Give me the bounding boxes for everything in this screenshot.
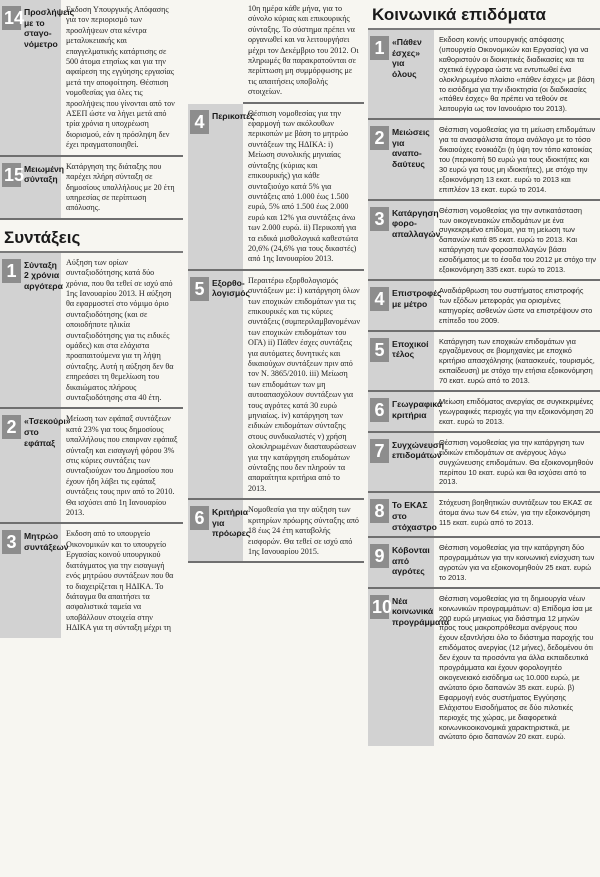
measure-number: 5: [370, 338, 389, 362]
measure-title: Κατάργηση φορο-απαλλαγών: [392, 207, 441, 239]
measure-label: [0, 253, 61, 408]
measure-text: Μείωση επιδόματος ανεργίας σε συγκεκριμένες γεωγραφικές περιοχές για την εξοικονόμηση 20 εκατ. ευρώ το 2013.: [439, 397, 594, 426]
measure-text: Στόχευση βοηθητικών συντάξεων του ΕΚΑΣ σε άτομα άνω των 64 ετών, για την εξοικονόμηση 115 εκατ. ευρώ από το 2013.: [439, 498, 593, 528]
measure-row: [0, 253, 183, 410]
measure-label: [188, 500, 251, 561]
measure-label: [368, 589, 450, 747]
measure-title: Μειώσεις για αναπο-δαύτευς: [392, 127, 430, 170]
measure-number: 6: [190, 506, 209, 530]
measure-number: 2: [370, 126, 389, 150]
measure-title: Νέα κοινωνικά προγράμματα: [392, 595, 450, 627]
measure-label: [0, 524, 69, 637]
measure-row: [368, 30, 600, 120]
measure-text: Θέσπιση νομοθεσίας για την κατάργηση των ειδικών επιδομάτων σε ανέργους λόγω συγχώνευσης επιδομάτων. Θα εξοικονομηθούν περίπου 10 εκατ. ευρώ και θα ισχύσει από το 2013.: [439, 437, 594, 487]
measure-row: [368, 281, 600, 332]
measure-row: [368, 433, 600, 494]
measure-row: [0, 409, 183, 524]
measure-title: Γεωγραφικά κριτήρια: [392, 399, 443, 420]
measure-row: [0, 157, 183, 220]
measure-label: [0, 409, 71, 522]
column-left: [0, 0, 183, 877]
measure-number: 6: [370, 398, 389, 422]
measure-text: Μείωση των εφάπαξ συντάξεων κατά 23% για τους δημοσίους υπαλλήλους που επαιρναν εφάπαξ σύνταξη και εισαγωγή φόρου 3% στις κύριες συντάξεις των συνταξιούχων του Δημοσίου που έχουν ήδη λάβει τις εφάπαξ συντάξεις τους πριν από το 2010. Θα ισχύσει από 1η Ιανουαρίου 2013.: [66, 414, 178, 518]
measure-number: 15: [4, 164, 25, 185]
measure-number: 2: [2, 415, 21, 439]
measure-title: Επιστροφές με μέτρο: [392, 287, 442, 309]
measure-number: 4: [370, 287, 389, 311]
measure-row: [368, 538, 600, 589]
measure-text: Θέσπιση νομοθεσίας για την αντικατάσταση των οικογενειακών επιδομάτων με ένα συγκεκριμένο επίδομα, για τη μείωση των δαπανών κατά 85 εκατ. ευρώ το 2013. Και κατάργηση των φοροαπαλλαγών βάσει εισοδήματος με το έσοδα του 2012 με στόχο την εξοικονόμηση 335 εκατ. ευρώ το 2013.: [439, 205, 596, 275]
measure-row: [0, 0, 183, 157]
measure-title: Σύνταξη 2 χρόνια αργότερα: [24, 259, 63, 291]
measure-text: Εκδοση από το υπουργείο Οικονομικών και το υπουργείο Εργασίας κοινού υπουργικού διατάγματος για την εισαγωγή ενός μητρώου συντάξεων που θα το διαχειρίζεται η ΗΔΙΚΑ. Το διάταγμα θα απαιτήσει τα ασφαλιστικά ταμεία να υποβάλλουν στοιχεία στην ΗΔΙΚΑ για τη σύνταξη μέχρι τη: [66, 529, 174, 633]
measure-label: [368, 30, 434, 118]
measure-row: [368, 589, 600, 747]
measure-title: Συγχώνευση επιδομάτων: [392, 439, 444, 461]
column-middle: [188, 0, 364, 877]
measure-label: [368, 433, 444, 492]
measure-label: [188, 271, 250, 499]
measure-label: [188, 104, 255, 269]
measure-text: Θέσπιση νομοθεσίας για τη δημιουργία νέων κοινωνικών προγραμμάτων: α) Επίδομα ίσα με 200 ευρώ μηνιαίως για διάστημα 12 μηνών προς τους μακροπρόθεσμα ανέργους που έχουν εξαντλήσει όλο το διάστημα παροχής του επιδόματος ανεργίας (12 μήνες), δεδομένου ότι δεν έχουν τα προσόντα για άλλα εκπαιδευτικά προγράμματα και έχουν φορολογητέο οικογενειακό εισόδημα ως 10.000 ευρώ, με ανώτατο όριο δαπανών 35 εκατ. ευρώ. β) Εφαρμογή ενός συστήματος Εγγύησης Ελάχιστου Εισοδήματος σε δύο πιλοτικές περιοχές της χώρας, με διαφορετικά κοινωνικοοικονομικά χαρακτηριστικά, με ανώτατο όριο δαπανών 20 εκατ. ευρώ.: [439, 593, 594, 742]
measure-title: Κόβονται από αγρότες: [392, 545, 430, 577]
measure-title: «Τσεκούρι» στο εφάπαξ: [24, 416, 71, 448]
measure-number: 5: [190, 277, 209, 301]
measure-text: Νομοθεσία για την αύξηση των κριτηρίων πρόωρης σύνταξης από 18 έως 24 έτη καταβολής εισφορών. Θα τεθεί σε ισχύ από 1ης Ιανουαρίου 2015.: [248, 505, 359, 556]
measure-number: 10: [372, 596, 393, 617]
measure-number: 9: [370, 544, 389, 568]
measure-number: 8: [370, 499, 389, 523]
measure-number: 14: [4, 8, 25, 28]
measure-title: Κριτήρια για πρόωρες: [212, 507, 251, 539]
measure-text: Κατάργηση της διάταξης που παρέχει πλήρη σύνταξη σε δημοσίους υπαλλήλους με 20 έτη υπηρεσίας σε περίπτωση απόλυσης.: [66, 161, 175, 213]
measure-title: Προσλήψεις με το σταγο-νόμετρο: [24, 7, 75, 49]
measure-text: Περαιτέρω εξορθολογισμός συντάξεων με: i) κατάργηση όλων των εποχικών επιδομάτων για τις επικουρικές και τις κύριες συντάξεις (συμπεριλαμβανομένων των εποχικών επιδομάτων του ΟΓΑ) ii) Πάθεν έσχες συντάξεις για αυτόματες δυνητικές και δικαιούχων συντάξεων πριν από τον Ν. 3865/2010. iii) Μείωση των επιδομάτων των μη αυτοαπασχόλουν συντάξεων για τους αγρότες κατά 30 ευρώ μηνιαίως. iv) κατάργηση των ειδικών επιδομάτων σύνταξης στους συνδικαλιστές v) χρήση ολοκληρωμένων διασταυρώσεων για την κατάργηση επιδομάτων σύνταξης που δεν πληρούν τα απαραίτητα κριτήρια από το 2013.: [248, 275, 360, 493]
measure-text: Θέσπιση νομοθεσίας για την εφαρμογή των ακόλουθων περικοπών με βάση το μητρώο συντάξεων της ΗΔΙΚΑ: i) Μείωση συνολικής μηνιαίας σύνταξης (κύριας και επικουρικής) για κάθε συνταξιούχο κατά 5% για συντάξεις από 1.000 έως 1.500 ευρώ, 5% από 1.500 έως 2.000 ευρώ και 12% για συντάξεις άνω των 2.000 ευρώ. ii) Περικοπή για τα ειδικά μισθολογικά καθεστώτα 20,6% (24,6% για τους δικαστές) από 1ης Ιανουαρίου 2013.: [248, 108, 359, 264]
measure-text: Θέσπιση νομοθεσίας για τη μείωση επιδομάτων για τα ανασφάλιστα άτομα ανάλογο με το τόσο δικαιούχες ενοικιάζει (η ύψη τον τόπο κατοικίας του (περικοπή 50 ευρώ για τους ιδιοκτήτες και 30 ευρώ για τους μη ιδιοκτήτες), με στόχο την εξοικονόμηση 13 εκατ. ευρώ το 2013 και επιπλέον 13 εκατ. ευρώ το 2014.: [439, 125, 596, 194]
measure-number: 3: [2, 530, 21, 554]
measure-title: Μειωμένη σύνταξη: [24, 163, 65, 185]
measure-label: [368, 120, 434, 198]
measure-number: 1: [2, 259, 21, 283]
measure-label: [0, 0, 75, 155]
measure-text: Αύξηση των ορίων συνταξιοδότησης κατά δύο χρόνια, που θα τεθεί σε ισχύ από 1ης Ιανουαρίου 2013. Η αύξηση θα εφαρμοστεί στο νόμιμο όριο συνταξιοδότησης (και σε οποιοδήποτε ηλικία συνταξιοδότησης για τις ειδικές ομάδες) και στα ελάχιστα προαπαιτούμενα για τη λήψη σύνταξης. Αυτή η αύξηση δεν θα επηρεάσει τη θεμελίωση του δικαιώματος πλήρους συνταξιοδότησης στα 40 έτη.: [66, 257, 174, 402]
measure-label: [0, 157, 65, 218]
measure-text: Εκδοση κοινής υπουργικής απόφασης (υπουργείο Οικονομικών και Εργασίας) για να καθοριστούν οι διοικητικές διαδικασίες και τα σχετικά έγγραφα ώστε να εντυπωθεί ένα ολοκληρωμένο πλαίσιο «πάθεν έσχες» με βάση το εισόδημα για την ιδιοκτησία (οι διαδικασίες «πάθεν έσχες» θα πρέπει να τεθούν σε λειτουργία ως τον Ιανουάριο του 2013).: [439, 35, 595, 114]
measure-text: Κατάργηση των εποχικών επιδομάτων για εργαζόμενους σε βιομηχανίες με εποχικό κριτήριο απασχόλησης (κατασκευές, τουρισμός, εκπαίδευση) με στόχο την ετήσια εξοικονόμηση 70 εκατ. ευρώ από το 2013.: [439, 336, 595, 386]
measure-text: Αναδιάρθρωση του συστήματος επιστροφής των εξόδων μετεφοράς για ορισμένες κατηγορίες ασθενών ώστε να επιστρέψουν στο επίπεδο του 2009.: [439, 285, 593, 325]
measure-title: Μητρώο συντάξεων: [24, 531, 69, 553]
measure-label: [368, 332, 434, 391]
measure-number: 1: [370, 36, 389, 60]
measure-row: [368, 201, 600, 281]
measure-label: [368, 493, 437, 536]
measure-number: 4: [190, 110, 209, 134]
measure-row: [368, 493, 600, 538]
measure-title: Εποχικοί τέλος: [392, 338, 429, 360]
measure-number: 3: [370, 207, 389, 231]
measure-title: «Πάθεν έσχες» για όλους: [392, 37, 422, 79]
measure-title: Περικοπές: [212, 110, 255, 121]
measure-title: Το ΕΚΑΣ στο στόχαστρο: [392, 500, 437, 532]
measure-label: [368, 538, 434, 587]
measure-label: [368, 281, 442, 330]
measure-row: [188, 104, 364, 271]
measure-title: Εξορθο-λογισμός: [212, 277, 250, 299]
measure-text: Εκδοση Υπουργικής Απόφασης για τον περιορισμό των προσλήψεων στα κέντρα μεταλυκειακής και επαγγελματικής κατάρτισης σε 500 άτομα ετησίως και για την αφαίρεση της εγγύησης εργασίας μετά την αποφοίτηση. Θέσπιση νομοθεσίας για όλες τις προσλήψεις που γίνονται από τον ΑΣΕΠ ώστε να λήγει μετά από τρία χρόνια η υποχρέωση διορισμού, εάν η πρόσληψη δεν έχει πραγματοποιηθεί.: [66, 5, 175, 150]
measure-number: 7: [370, 439, 389, 463]
measure-text: Θέσπιση νομοθεσίας για την κατάργηση δύο προγραμμάτων για την κοινωνική ενίσχυση των αγροτών για να εξοικονομηθούν 25 εκατ. ευρώ το 2013.: [439, 543, 595, 582]
measure-row: [188, 271, 364, 501]
measure-row: [368, 332, 600, 393]
section-heading-social-benefits: Κοινωνικά επιδόματα: [368, 0, 600, 30]
measure-label: [368, 201, 441, 279]
section-heading-pensions: Συντάξεις: [0, 228, 183, 253]
continued-text: 10η ημέρα κάθε μήνα, για το σύνολο κύριας και επικουρικής σύνταξης. Το σύστημα πρέπει να οργανωθεί και να λειτουργήσει μέχρι τον Δεκέμβριο του 2012. Οι πληρωμές θα παρακρατούνται σε περίπτωση μη συμμόρφωσης με τις απαιτήσεις υποβολής στοιχείων.: [243, 0, 364, 104]
measure-label: [368, 392, 443, 431]
measure-row: [368, 392, 600, 433]
column-right: [368, 0, 600, 877]
measure-row: [368, 120, 600, 200]
measure-row: [0, 524, 183, 637]
measure-row: [188, 500, 364, 563]
